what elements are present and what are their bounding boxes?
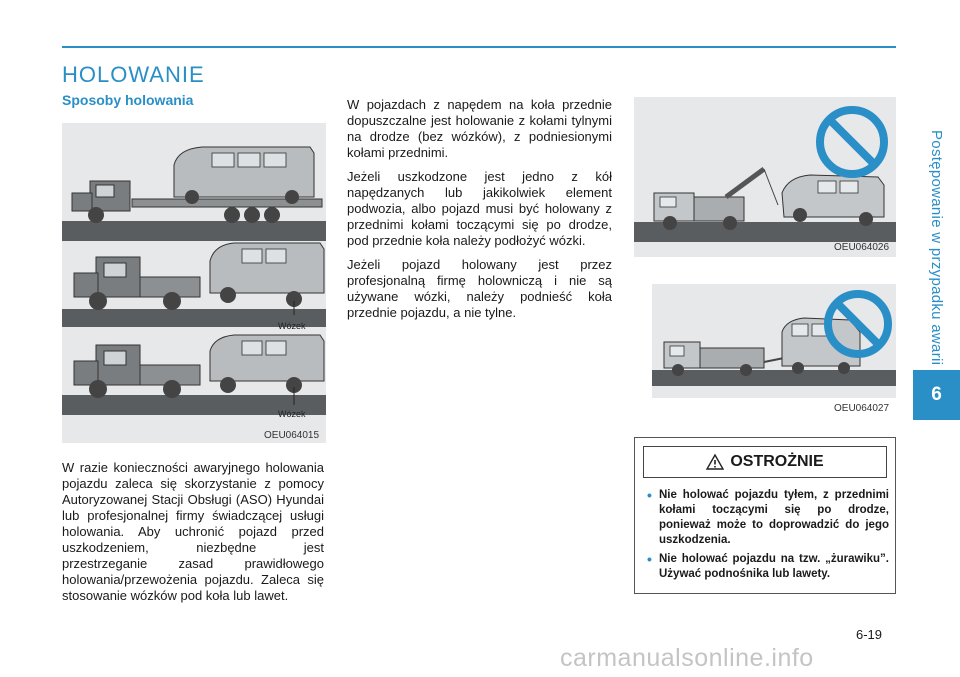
towing-instructions	[347, 97, 612, 329]
crane-truck-icon	[654, 169, 778, 230]
caution-title: OSTROŻNIE	[730, 453, 824, 470]
towing-methods-figure	[62, 123, 326, 443]
tow-truck-icon-2	[74, 345, 200, 398]
chapter-side-label: Postępowanie w przypadku awarii	[928, 129, 945, 366]
crane-towing-prohibited-figure	[634, 97, 896, 257]
intro-paragraph	[62, 460, 324, 612]
reverse-towed-van-icon	[782, 318, 860, 374]
prohibited-icon	[820, 110, 884, 174]
caution-item-1: • Nie holować pojazdu tyłem, z przednimi kołami toczącymi się po drodze, ponieważ może to doprowadzić do jego uszkodzenia.	[649, 488, 889, 548]
lifted-van-icon	[782, 175, 884, 226]
van-on-flatbed-icon	[174, 147, 314, 204]
intro-paragraph-text: W razie konieczności awaryjnego holowania pojazdu zaleca się skorzystanie z pomocy Autoryzowanej Stacji Obsługi (ASO) Hyundai lub profesjonalnej firmy świadczącej usługi holowania. Aby uchronić pojazd przed uszkodzeniem, niezbędne jest przestrzeganie zasad prawidłowego holowania/przewożenia pojazdu. Zaleca się stosowanie wózków pod koła lub lawet.	[62, 460, 324, 603]
chapter-number: 6	[913, 370, 960, 420]
figure-code-left: OEU064015	[264, 430, 320, 441]
caution-list	[649, 488, 889, 586]
caution-header	[643, 446, 887, 478]
figure-code-right-bottom: OEU064027	[834, 403, 890, 414]
instruction-paragraph-3: Jeżeli pojazd holowany jest przez profesjonalną firmę holowniczą i nie są używane wózki, należy podnieść koła przednie pojazdu, a nie tylne.	[347, 257, 612, 320]
towed-van-icon	[210, 243, 324, 315]
rear-towing-illustration	[634, 272, 896, 417]
instruction-paragraph-1: W pojazdach z napędem na koła przednie dopuszczalne jest holowanie z kołami tylnymi na drodze (bez wózków), z podniesionymi kołami przednimi.	[347, 97, 612, 160]
rear-towing-prohibited-figure	[634, 272, 896, 417]
caution-box	[634, 437, 896, 594]
section-subtitle: Sposoby holowania	[62, 92, 194, 108]
towed-van-icon-2	[210, 335, 324, 405]
tow-truck-icon	[74, 257, 200, 310]
dolly-label-2: Wózek	[278, 409, 306, 419]
warning-triangle-icon	[706, 454, 724, 470]
crane-towing-illustration	[634, 97, 896, 257]
instruction-paragraph-2: Jeżeli uszkodzone jest jedno z kół napędzanych lub jakikolwiek element podwozia, albo pojazd musi być holowany z przednimi kołami toczącymi się po drodze, pod przednie koła należy podłożyć wózki.	[347, 169, 612, 248]
caution-item-2: • Nie holować pojazdu na tzw. „żurawiku”. Używać podnośnika lub lawety.	[649, 552, 889, 582]
watermark: carmanualsonline.info	[560, 644, 814, 672]
top-rule	[62, 46, 896, 48]
figure-code-right-top: OEU064026	[834, 242, 890, 253]
towing-methods-illustration	[62, 123, 326, 443]
dolly-label-1: Wózek	[278, 321, 306, 331]
page-title: HOLOWANIE	[62, 62, 205, 87]
page-number: 6-19	[856, 627, 883, 642]
